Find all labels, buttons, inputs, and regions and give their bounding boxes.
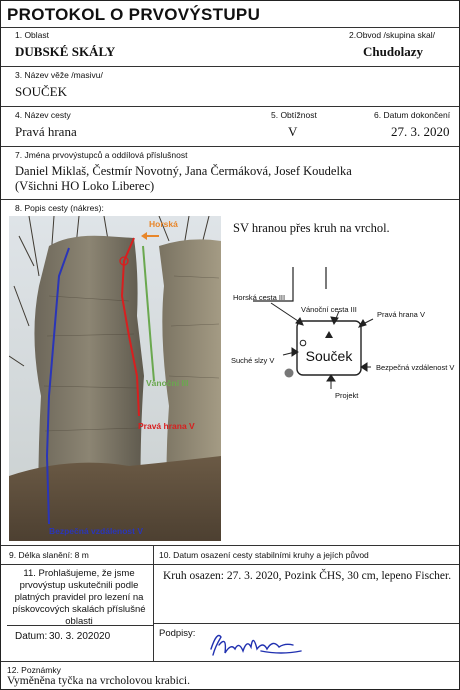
divider bbox=[1, 146, 459, 147]
declaration-line: 11. Prohlašujeme, že jsme bbox=[23, 568, 135, 579]
divider bbox=[153, 545, 154, 661]
diagram-label-prava: Pravá hrana V bbox=[377, 310, 425, 319]
notes-value: Vyměněna tyčka na vrcholovou krabici. bbox=[7, 675, 190, 687]
diagram-label-vanocni: Vánoční cesta III bbox=[301, 305, 357, 314]
route-label: 4. Název cesty bbox=[15, 110, 71, 120]
declaration-line: platných pravidel pro lezení na bbox=[14, 592, 144, 603]
boulder-icon bbox=[285, 369, 294, 378]
date-value: 30. 3. 202020 bbox=[49, 631, 111, 642]
topo-diagram bbox=[223, 259, 459, 407]
difficulty-label: 5. Obtížnost bbox=[271, 110, 317, 120]
declaration-line: oblasti bbox=[65, 616, 93, 627]
tower-value: SOUČEK bbox=[15, 84, 68, 99]
description-text: SV hranou přes kruh na vrchol. bbox=[233, 221, 390, 235]
page-title: PROTOKOL O PRVOVÝSTUPU bbox=[7, 5, 261, 24]
diagram-label-projekt: Projekt bbox=[335, 391, 359, 400]
tower-label: 3. Název věže /masivu/ bbox=[15, 70, 103, 80]
district-value: Chudolazy bbox=[363, 44, 423, 59]
declaration-line: prvovýstup uskutečnili podle bbox=[19, 580, 139, 591]
divider bbox=[1, 545, 459, 546]
bolts-label: 10. Datum osazení cesty stabilními kruhy a jejích původ bbox=[159, 550, 369, 560]
signature bbox=[201, 625, 311, 661]
completion-date-label: 6. Datum dokončení bbox=[374, 110, 451, 120]
divider bbox=[1, 27, 459, 28]
completion-date-value: 27. 3. 2020 bbox=[391, 124, 450, 139]
divider bbox=[1, 106, 459, 107]
area-value: DUBSKÉ SKÁLY bbox=[15, 44, 116, 59]
description-label: 8. Popis cesty (nákres): bbox=[15, 203, 104, 213]
diagram-label-horska: Horská cesta III bbox=[233, 293, 286, 302]
area-label: 1. Oblast bbox=[15, 30, 50, 40]
difficulty-value: V bbox=[288, 124, 298, 139]
declaration-line: pískovcových skalách příslušné bbox=[12, 604, 146, 615]
diagram-label-bezpecna: Bezpečná vzdálenost V bbox=[376, 363, 455, 372]
divider bbox=[1, 661, 459, 662]
label-horska: Horská bbox=[149, 219, 178, 229]
signatures-label: Podpisy: bbox=[159, 628, 196, 639]
divider bbox=[153, 623, 459, 624]
divider bbox=[1, 66, 459, 67]
climbers-names: Daniel Miklaš, Čestmír Novotný, Jana Čermáková, Josef Koudelka bbox=[15, 164, 352, 178]
label-prava-hrana: Pravá hrana V bbox=[138, 421, 195, 431]
diagram-label-suche: Suché slzy V bbox=[231, 356, 275, 365]
label-vanocni: Vánoční III bbox=[146, 378, 189, 388]
rappel-label: 9. Délka slanění: 8 m bbox=[9, 550, 89, 560]
divider bbox=[1, 564, 459, 565]
route-value: Pravá hrana bbox=[15, 124, 77, 139]
divider bbox=[1, 199, 459, 200]
bolts-value: Kruh osazen: 27. 3. 2020, Pozink ČHS, 30 cm, lepeno Fischer. bbox=[163, 570, 452, 582]
route-photo bbox=[9, 216, 221, 541]
climbers-club: (Všichni HO Loko Liberec) bbox=[15, 179, 155, 193]
date-label: Datum: bbox=[15, 631, 48, 642]
climbers-label: 7. Jména prvovýstupců a oddílová příslušnost bbox=[15, 150, 188, 160]
label-bezpecna: Bezpečná vzdálenost V bbox=[49, 526, 144, 536]
notes-label: 12. Poznámky bbox=[7, 665, 61, 675]
district-label: 2.Obvod /skupina skal/ bbox=[349, 30, 435, 40]
declaration bbox=[7, 568, 151, 628]
tower-name: Souček bbox=[305, 348, 353, 364]
